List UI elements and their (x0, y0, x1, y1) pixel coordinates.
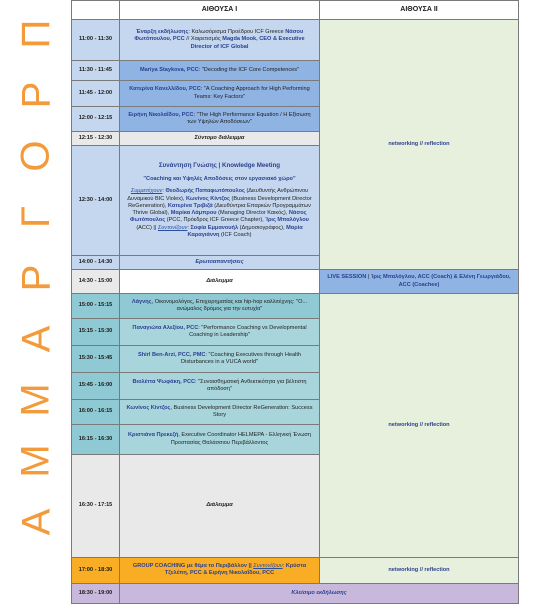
speaker-role: (Διευθυντής Ανθρώπινου Δυναμικού BIC Violex), (127, 188, 309, 202)
session-text: : "Coaching Executives through Health Disturbances in a VUCA world" (181, 351, 302, 365)
speaker-name: Ίρις Μπαλόγλου (265, 217, 309, 224)
session-cell (120, 81, 320, 107)
time-cell: 15:15 - 15:30 (72, 319, 120, 346)
room2-text: networking // reflection (388, 140, 450, 147)
speaker-name: Μαρία Καραγιάννη (187, 224, 303, 238)
side-title-letter: Π (13, 19, 58, 49)
time-cell: 12:30 - 14:00 (72, 146, 120, 256)
room2-title: LIVE SESSION (327, 274, 367, 281)
header-room2: ΑΙΘΟΥΣΑ ΙΙ (320, 1, 519, 20)
speaker-name: Ειρήνη Νικολαΐδου, PCC (128, 111, 194, 118)
side-title-letter: Α (14, 325, 58, 353)
separator-text: | (366, 274, 371, 281)
time-cell: 16:15 - 16:30 (72, 425, 120, 455)
session-title: Έναρξη εκδήλωσης (135, 29, 189, 36)
speaker-name: Ίρις Μπαλόγλου, ACC (Coach) & Ελένη Γεωργιάδου, ACC (Coachee) (370, 274, 511, 288)
speaker-name: Μαρίκα Λάμπρου (170, 210, 217, 217)
time-cell: 14:30 - 15:00 (72, 270, 120, 294)
speaker-name: Νάσου Φωτόπουλου, PCC (134, 29, 304, 43)
side-title-letter: Μ (13, 444, 58, 478)
speaker-name: Νάσος Φωτόπουλος (130, 210, 307, 224)
speaker-name: Magda Mook, CEO & Executive Director of ICF Global (190, 36, 305, 50)
table-row (72, 557, 519, 583)
speaker-name: Θεοδωρής Παπαφωτόπουλος (165, 188, 245, 195)
side-title-letter: Α (14, 508, 58, 536)
session-text: : "Συναισθηματική Ανθεκτικότητα για βέλτιστη απόδοση" (195, 378, 307, 392)
speaker-role: (Business Development Director ReGeneration), (128, 195, 312, 209)
break-text: Σύντομο διάλειμμα (194, 134, 245, 141)
session-text: : "The High Performance Equation / Η Εξίσωση των Υψηλών Αποδόσεων" (187, 111, 311, 125)
speaker-name: Σοφία Εμμανουήλ (190, 224, 239, 231)
table-row (72, 270, 519, 294)
session-text: , Executive Coordinator HELMEPA - Ελληνική Ένωση Προστασίας Θαλάσσιου Περιβάλλοντος (170, 432, 311, 446)
speaker-name: Παναγιώτα Αλεξίου, PCC (132, 324, 199, 331)
time-cell: 11:00 - 11:30 (72, 20, 120, 61)
time-cell: 18:30 - 19:00 (72, 583, 120, 603)
program-table (71, 0, 519, 604)
time-cell: 14:00 - 14:30 (72, 256, 120, 270)
session-cell (120, 256, 320, 270)
closing-text: Κλείσιμο εκδήλωσης (291, 589, 347, 596)
time-cell: 16:30 - 17:15 (72, 455, 120, 558)
room2-block-networking (320, 557, 519, 583)
time-cell: 12:15 - 12:30 (72, 132, 120, 146)
speaker-name: Κατερίνα Κανελλίδου, PCC (129, 86, 201, 93)
room2-text: networking // reflection (388, 566, 450, 573)
side-title-letter: Γ (14, 205, 58, 229)
session-cell (120, 294, 320, 319)
room2-block-networking (320, 294, 519, 558)
side-title-programma (6, 0, 66, 550)
break-text: Διάλειμμα (206, 277, 233, 284)
session-cell (120, 373, 320, 400)
speaker-name: Mariya Staykova, PCC (139, 66, 199, 73)
session-title: GROUP COACHING (132, 562, 186, 569)
qa-text: Ερωτοαπαντήσεις (195, 258, 244, 265)
moderators-label: Συντονίζουν (157, 224, 188, 231)
participants-label: Συμμετέχουν (130, 188, 163, 195)
room2-text: networking // reflection (388, 421, 450, 428)
time-cell: 15:30 - 15:45 (72, 346, 120, 373)
speaker-role: (Managing Director Καικός), (216, 210, 289, 217)
session-text: : "Performance Coaching vs Developmental Coaching in Leadership" (189, 324, 307, 338)
session-cell-knowledge-meeting (120, 146, 320, 256)
session-cell (120, 61, 320, 81)
time-cell: 15:00 - 15:15 (72, 294, 120, 319)
session-text: : "Decoding the ICF Core Competences" (198, 66, 300, 73)
time-cell: 17:00 - 18:30 (72, 557, 120, 583)
separator-text: : (162, 188, 166, 195)
speaker-role: (Διευθύντρια Επαρκών Προγραμμάτων Thrive Global), (132, 202, 311, 217)
session-text: με θέμα το Περιβάλλον || (185, 562, 254, 569)
time-cell: 15:45 - 16:00 (72, 373, 120, 400)
session-cell (120, 455, 320, 558)
side-title-letter: Μ (13, 383, 58, 417)
separator-text: : (282, 562, 286, 569)
speaker-name: Κωνίνος Κίντζος (126, 404, 171, 411)
side-title-letter: Ο (14, 140, 58, 172)
room2-block-networking (320, 20, 519, 270)
session-cell (120, 346, 320, 373)
session-subtitle: "Coaching και Υψηλές Αποδόσεις στον εργασιακό χώρο" (143, 175, 296, 182)
time-cell: 11:30 - 11:45 (72, 61, 120, 81)
table-row (72, 20, 519, 61)
session-cell (120, 107, 320, 132)
session-cell (120, 132, 320, 146)
side-title-letter: Ρ (14, 264, 58, 292)
speaker-role: (ACC) || (136, 224, 158, 231)
speaker-name: Κωνίνος Κίντζος (186, 195, 230, 202)
speaker-name: Κρύστα Τζελέπη, PCC & Ειρήνη Νικολαΐδου, PCC (164, 562, 307, 577)
speaker-name: Λάγνης (131, 298, 152, 305)
session-cell (120, 319, 320, 346)
session-title: Συνάντηση Γνώσης | Knowledge Meeting (158, 161, 281, 169)
speaker-name: Βιολέττα Ψωφάκη, PCC (132, 378, 196, 385)
session-text: : "A Coaching Approach for High Performing Teams: Key Factors" (193, 86, 310, 100)
closing-cell (120, 583, 519, 603)
session-text: , Business Development Director ReGeneration: Success Story (170, 404, 313, 418)
room2-live-session (320, 270, 519, 294)
session-cell (120, 425, 320, 455)
session-cell-group-coaching (120, 557, 320, 583)
table-row (72, 294, 519, 319)
speaker-role: (Δημοσιογράφος), (238, 224, 287, 231)
speaker-role: (PCC, Πρόεδρος ICF Greece Chapter), (165, 217, 266, 224)
time-cell: 12:00 - 12:15 (72, 107, 120, 132)
session-text: // Χαιρετισμός (184, 36, 223, 43)
session-cell (120, 400, 320, 425)
table-row (72, 583, 519, 603)
moderators-label: Συντονίζουν (253, 562, 283, 569)
session-text: , Οικονομολόγος, Επιχειρηματίας και hip-hop καλλιτέχνης: "Ο... ανώμαλος δρόμος για την ευτυχία" (151, 298, 308, 312)
header-room1: ΑΙΘΟΥΣΑ Ι (120, 1, 320, 20)
speaker-role: (ICF Coach) (219, 231, 252, 238)
time-cell: 11:45 - 12:00 (72, 81, 120, 107)
speaker-name: Shirl Ben-Arzi, PCC, PMC (137, 351, 206, 358)
separator-text: : (187, 224, 191, 231)
session-participants (123, 188, 316, 239)
speaker-name: Κριστιάνα Πρεκεζή (128, 432, 179, 439)
header-row (72, 1, 519, 20)
break-text: Διάλειμμα (206, 502, 233, 509)
session-cell (120, 20, 320, 61)
session-cell (120, 270, 320, 294)
speaker-name: Κατερίνα Τριβιζά (167, 202, 213, 209)
header-time-cell (72, 1, 120, 20)
side-title-letter: Ρ (14, 81, 58, 109)
session-text: : Καλωσόρισμα Προέδρου ICF Greece (188, 29, 286, 36)
time-cell: 16:00 - 16:15 (72, 400, 120, 425)
